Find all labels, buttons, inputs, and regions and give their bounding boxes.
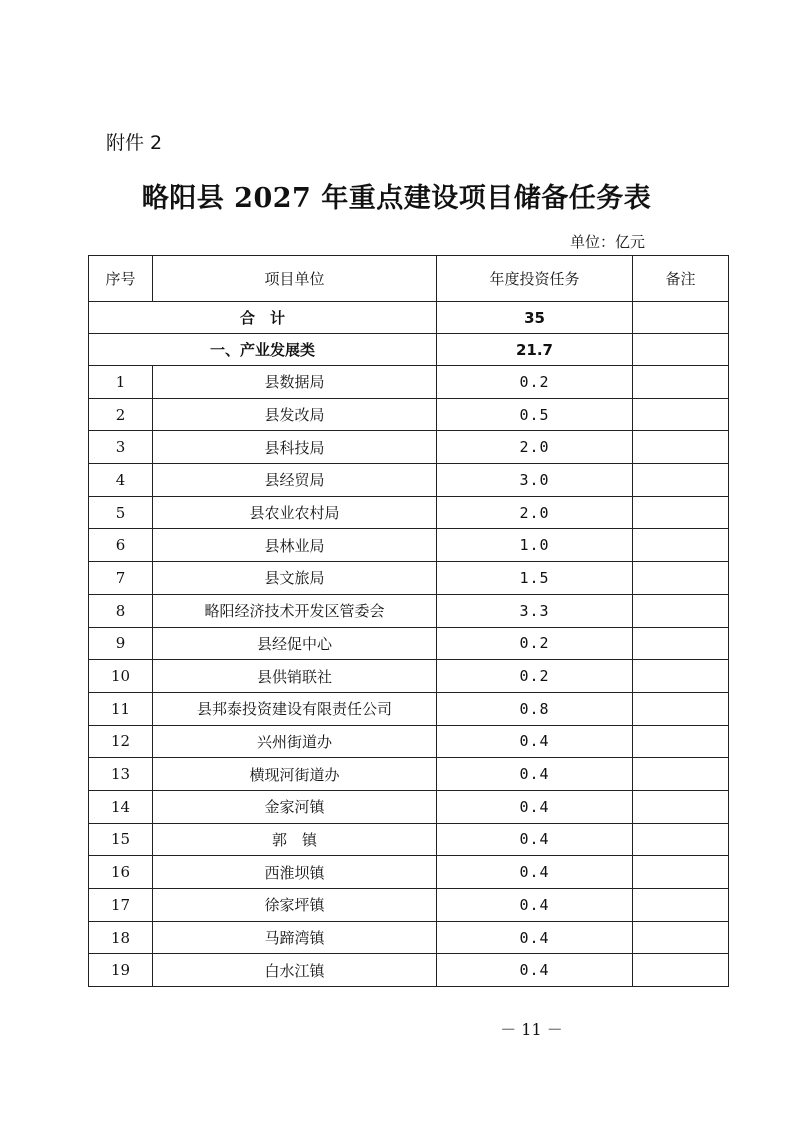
row-number: 2 (89, 398, 153, 431)
row-number: 14 (89, 790, 153, 823)
row-number: 4 (89, 464, 153, 497)
row-unit: 西淮坝镇 (153, 856, 437, 889)
total-value: 35 (437, 302, 633, 334)
row-investment: 2.0 (437, 431, 633, 464)
table-row (89, 954, 729, 987)
header-unit: 项目单位 (153, 256, 437, 302)
row-unit: 县供销联社 (153, 660, 437, 693)
table-row (89, 594, 729, 627)
row-note (633, 594, 729, 627)
row-investment: 0.2 (437, 660, 633, 693)
row-investment: 0.4 (437, 889, 633, 922)
row-note (633, 921, 729, 954)
page-number: － 11 － (500, 1020, 563, 1039)
row-note (633, 398, 729, 431)
row-number: 10 (89, 660, 153, 693)
row-note (633, 889, 729, 922)
total-label: 合 计 (89, 302, 437, 334)
row-note (633, 823, 729, 856)
table-row (89, 366, 729, 399)
row-unit: 县经促中心 (153, 627, 437, 660)
table-row (89, 529, 729, 562)
row-note (633, 627, 729, 660)
table-row (89, 627, 729, 660)
row-unit: 县数据局 (153, 366, 437, 399)
table-row (89, 725, 729, 758)
row-number: 1 (89, 366, 153, 399)
row-investment: 0.4 (437, 823, 633, 856)
row-number: 3 (89, 431, 153, 464)
row-note (633, 366, 729, 399)
row-investment: 0.4 (437, 856, 633, 889)
table-row (89, 823, 729, 856)
row-note (633, 496, 729, 529)
row-note (633, 529, 729, 562)
table-row (89, 496, 729, 529)
category-value: 21.7 (437, 334, 633, 366)
row-unit: 金家河镇 (153, 790, 437, 823)
category-note (633, 334, 729, 366)
row-investment: 0.4 (437, 725, 633, 758)
row-unit: 县发改局 (153, 398, 437, 431)
row-note (633, 758, 729, 791)
row-investment: 0.4 (437, 758, 633, 791)
row-note (633, 790, 729, 823)
row-number: 8 (89, 594, 153, 627)
row-number: 18 (89, 921, 153, 954)
row-unit: 横现河街道办 (153, 758, 437, 791)
row-investment: 2.0 (437, 496, 633, 529)
row-unit: 县林业局 (153, 529, 437, 562)
row-note (633, 692, 729, 725)
row-investment: 1.5 (437, 562, 633, 595)
row-number: 11 (89, 692, 153, 725)
table-row (89, 431, 729, 464)
row-note (633, 464, 729, 497)
row-unit: 白水江镇 (153, 954, 437, 987)
row-number: 7 (89, 562, 153, 595)
table-row (89, 790, 729, 823)
row-unit: 县经贸局 (153, 464, 437, 497)
row-investment: 3.0 (437, 464, 633, 497)
table-row (89, 758, 729, 791)
row-unit: 马蹄湾镇 (153, 921, 437, 954)
row-investment: 0.4 (437, 790, 633, 823)
row-number: 13 (89, 758, 153, 791)
category-label: 一、产业发展类 (89, 334, 437, 366)
row-investment: 0.8 (437, 692, 633, 725)
category-row (89, 334, 729, 366)
page-title: 略阳县 2027 年重点建设项目储备任务表 (141, 183, 652, 214)
row-note (633, 725, 729, 758)
row-number: 6 (89, 529, 153, 562)
row-unit: 略阳经济技术开发区管委会 (153, 594, 437, 627)
table-row (89, 464, 729, 497)
total-row (89, 302, 729, 334)
header-investment: 年度投资任务 (437, 256, 633, 302)
row-number: 19 (89, 954, 153, 987)
row-unit: 县科技局 (153, 431, 437, 464)
row-unit: 兴州街道办 (153, 725, 437, 758)
investment-task-table (88, 255, 729, 987)
row-investment: 0.4 (437, 954, 633, 987)
row-note (633, 562, 729, 595)
header-no: 序号 (89, 256, 153, 302)
row-number: 16 (89, 856, 153, 889)
table-row (89, 660, 729, 693)
total-note (633, 302, 729, 334)
row-number: 15 (89, 823, 153, 856)
row-unit: 县农业农村局 (153, 496, 437, 529)
row-unit: 郭 镇 (153, 823, 437, 856)
row-investment: 0.4 (437, 921, 633, 954)
unit-label: 单位：亿元 (570, 233, 646, 251)
table-header-row (89, 256, 729, 302)
row-investment: 0.5 (437, 398, 633, 431)
row-unit: 县文旅局 (153, 562, 437, 595)
table-row (89, 856, 729, 889)
table-row (89, 921, 729, 954)
row-investment: 0.2 (437, 366, 633, 399)
row-unit: 徐家坪镇 (153, 889, 437, 922)
row-note (633, 856, 729, 889)
table-row (89, 562, 729, 595)
table-row (89, 398, 729, 431)
row-investment: 0.2 (437, 627, 633, 660)
row-note (633, 660, 729, 693)
attachment-label: 附件 2 (106, 132, 163, 154)
row-number: 17 (89, 889, 153, 922)
header-note: 备注 (633, 256, 729, 302)
row-number: 9 (89, 627, 153, 660)
row-number: 5 (89, 496, 153, 529)
row-note (633, 431, 729, 464)
row-unit: 县邦泰投资建设有限责任公司 (153, 692, 437, 725)
table-row (89, 692, 729, 725)
row-investment: 1.0 (437, 529, 633, 562)
row-note (633, 954, 729, 987)
row-number: 12 (89, 725, 153, 758)
table-row (89, 889, 729, 922)
row-investment: 3.3 (437, 594, 633, 627)
